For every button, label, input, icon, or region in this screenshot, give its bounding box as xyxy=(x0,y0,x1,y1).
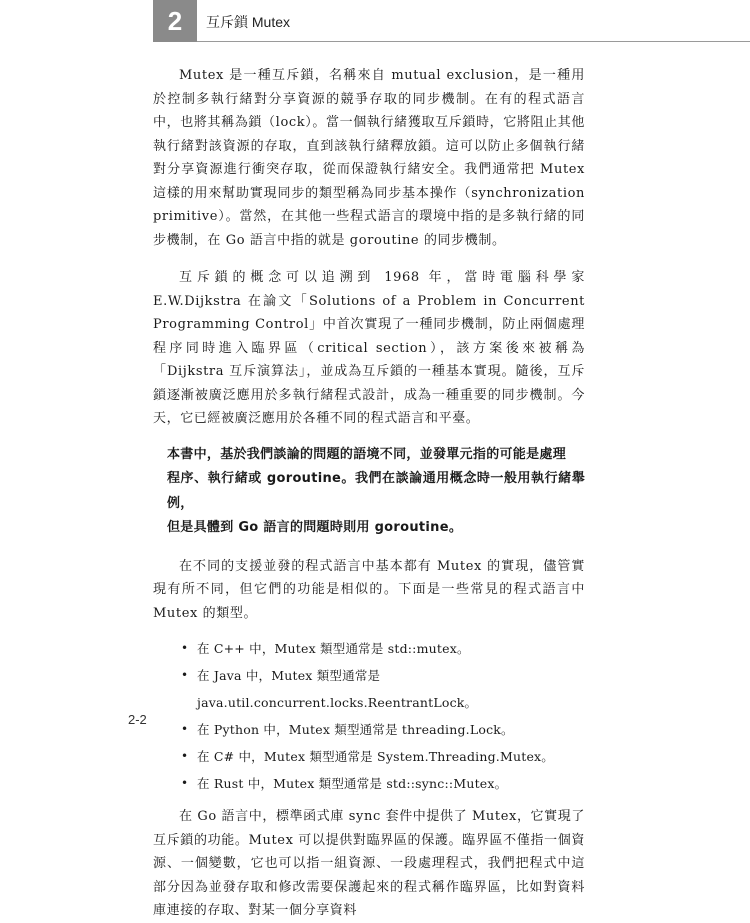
note-line: 但是具體到 Go 語言的問題時則用 goroutine。 xyxy=(167,520,463,535)
chapter-number-badge: 2 xyxy=(153,0,197,42)
page-number: 2-2 xyxy=(128,712,147,727)
list-item xyxy=(153,743,585,770)
bullet-icon: • xyxy=(181,668,189,682)
paragraph-mutex-languages: 在不同的支援並發的程式語言中基本都有 Mutex 的實現，儘管實現有所不同，但它們的功能是相似的。下面是一些常見的程式語言中 Mutex 的類型。 xyxy=(153,558,585,621)
mutex-language-list xyxy=(153,635,585,797)
note-line: 程序、執行緒或 goroutine。我們在談論通用概念時一般用執行緒舉例， xyxy=(167,471,585,511)
header-divider xyxy=(197,41,750,42)
bullet-icon: • xyxy=(181,641,189,655)
list-item xyxy=(153,716,585,743)
bullet-icon: • xyxy=(181,749,189,763)
list-item-text: 在 C++ 中，Mutex 類型通常是 std::mutex。 xyxy=(197,641,470,656)
paragraph-mutex-intro: Mutex 是一種互斥鎖，名稱來自 mutual exclusion，是一種用於控制多執行緒對分享資源的競爭存取的同步機制。在有的程式語言中，也將其稱為鎖（lock）。當一個執行緒獲取互斥鎖時，它將阻止其他執行緒對該資源的存取，直到該執行緒釋放鎖。這可以防止多個執行緒對分享資源進行衝突存取，從而保證執行緒安全。我們通常把 Mutex 這樣的用來幫助實現同步的類型稱為同步基本操作（synchronization primitive）。當然，在其他一些程式語言的環境中指的是多執行緒的同步機制，在 Go 語言中指的就是 goroutine 的同步機制。 xyxy=(153,68,585,248)
list-item xyxy=(153,770,585,797)
list-item-text: 在 Python 中，Mutex 類型通常是 threading.Lock。 xyxy=(197,722,514,737)
chapter-title: 互斥鎖 Mutex xyxy=(206,14,291,30)
list-item-text: 在 C# 中，Mutex 類型通常是 System.Threading.Mutex。 xyxy=(197,749,554,764)
note-line: 本書中，基於我們談論的問題的語境不同，並發單元指的可能是處理 xyxy=(167,446,567,462)
bullet-icon: • xyxy=(181,776,189,790)
bullet-icon: • xyxy=(181,722,189,736)
list-item-text: 在 Rust 中，Mutex 類型通常是 std::sync::Mutex。 xyxy=(197,776,508,791)
paragraph-go-mutex: 在 Go 語言中，標準函式庫 sync 套件中提供了 Mutex，它實現了互斥鎖的功能。Mutex 可以提供對臨界區的保護。臨界區不僅指一個資源、一個變數，它也可以指一組資源、一段處理程式，我們把程式中這部分因為並發存取和修改需要保護起來的程式稱作臨界區，比如對資料庫連接的存取、對某一個分享資料 xyxy=(153,809,585,918)
page-header xyxy=(0,0,750,42)
list-item xyxy=(153,662,585,716)
list-item xyxy=(153,635,585,662)
note-block xyxy=(153,443,585,541)
paragraph-mutex-history: 互斥鎖的概念可以追溯到 1968 年，當時電腦科學家 E.W.Dijkstra 在論文「Solutions of a Problem in Concurrent Programming Control」中首次實現了一種同步機制，防止兩個處理程序同時進入臨界區（critical section），該方案後來被稱為「Dijkstra 互斥演算法」，並成為互斥鎖的一種基本實現。隨後，互斥鎖逐漸被廣泛應用於多執行緒程式設計，成為一種重要的同步機制。今天，它已經被廣泛應用於各種不同的程式語言和平臺。 xyxy=(153,270,585,426)
list-item-text: 在 Java 中，Mutex 類型通常是 java.util.concurrent.locks.ReentrantLock。 xyxy=(197,668,478,710)
page-body xyxy=(153,64,585,923)
